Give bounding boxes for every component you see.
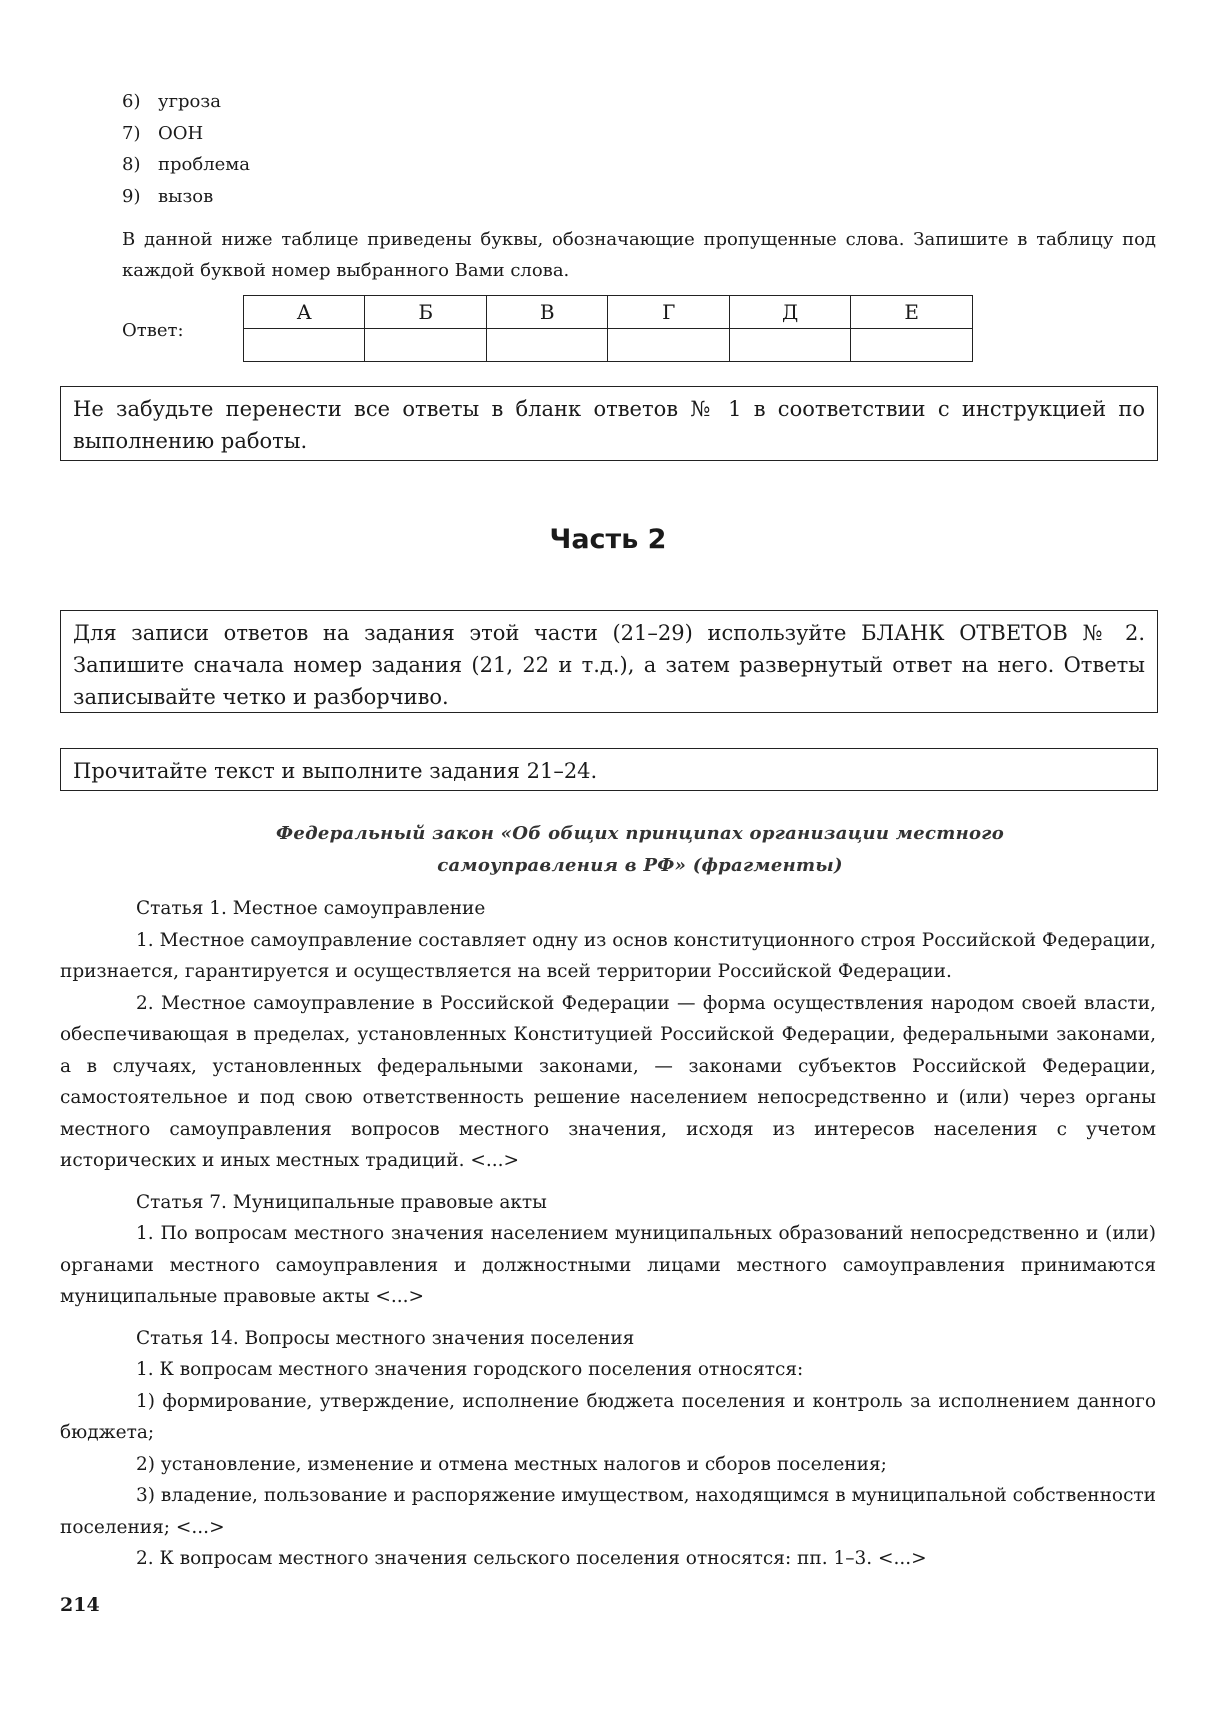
letter-cell: Е <box>851 296 973 329</box>
article-heading: Статья 14. Вопросы местного значения поселения <box>136 1327 635 1349</box>
part-title: Часть 2 <box>549 524 667 555</box>
part2-instruction-box: Для записи ответов на задания этой части (21–29) используйте БЛАНК ОТВЕТОВ № 2. Запишите сначала номер задания (21, 22 и т.д.), а затем развернутый ответ на него. Ответы записывайте четко и разборчиво. <box>60 610 1158 713</box>
list-item: 6) угроза <box>122 91 221 112</box>
answer-letters-row <box>244 296 973 329</box>
answer-cell-v[interactable] <box>486 329 607 362</box>
read-task-box: Прочитайте текст и выполните задания 21–24. <box>60 748 1158 791</box>
table-instruction: В данной ниже таблице приведены буквы, обозначающие пропущенные слова. Запишите в таблицу под каждой буквой номер выбранного Вами слова. <box>122 229 1156 281</box>
paragraph: 2) установление, изменение и отмена местных налогов и сборов поселения; <box>136 1453 887 1475</box>
paragraph: 2. К вопросам местного значения сельского поселения относятся: пп. 1–3. <...> <box>136 1548 927 1569</box>
answer-cell-d[interactable] <box>729 329 850 362</box>
paragraph: 1. Местное самоуправление составляет одну из основ конституционного строя Российской Федерации, признается, гарантируется и осуществляется на всей территории Российской Федерации. <box>60 929 1156 982</box>
article-heading: Статья 1. Местное самоуправление <box>136 898 486 919</box>
paragraph: 1. По вопросам местного значения населением муниципальных образований непосредственно и (или) органами местного самоуправления и должностными лицами местного самоуправления принимаются муниципальные правовые акты <...> <box>60 1223 1156 1307</box>
letter-cell: В <box>486 296 607 329</box>
paragraph: 2. Местное самоуправление в Российской Федерации — форма осуществления народом своей власти, обеспечивающая в пределах, установленных Конституцией Российской Федерации, федеральными законами, а в случаях, установленных федеральными законами, — законами субъектов Российской Федерации, самостоятельное и под свою ответственность решение населением непосредственно и (или) через органы местного самоуправления вопросов местного значения, исходя из интересов населения с учетом исторических и иных местных традиций. <...> <box>60 992 1156 1171</box>
list-item: 9) вызов <box>122 185 214 207</box>
reminder-box: Не забудьте перенести все ответы в бланк ответов № 1 в соответствии с инструкцией по выполнению работы. <box>60 386 1158 461</box>
answer-label: Ответ: <box>122 320 184 341</box>
document-title: Федеральный закон «Об общих принципах организации местного самоуправления в РФ» (фрагменты) <box>275 823 1005 876</box>
options-list <box>122 86 250 212</box>
law-text <box>60 893 1156 1575</box>
answer-cell-a[interactable] <box>244 329 365 362</box>
answer-cell-e[interactable] <box>851 329 973 362</box>
answer-cell-b[interactable] <box>365 329 486 362</box>
page-number: 214 <box>60 1594 100 1616</box>
answer-table <box>243 295 973 362</box>
answer-cell-g[interactable] <box>608 329 729 362</box>
paragraph: 1) формирование, утверждение, исполнение бюджета поселения и контроль за исполнением данного бюджета; <box>60 1390 1156 1443</box>
letter-cell: А <box>244 296 365 329</box>
letter-cell: Д <box>729 296 850 329</box>
answer-input-row <box>244 329 973 362</box>
article-heading: Статья 7. Муниципальные правовые акты <box>136 1191 547 1213</box>
paragraph: 3) владение, пользование и распоряжение имуществом, находящимся в муниципальной собственности поселения; <...> <box>60 1485 1156 1538</box>
letter-cell: Г <box>608 296 729 329</box>
letter-cell: Б <box>365 296 486 329</box>
paragraph: 1. К вопросам местного значения городского поселения относятся: <box>136 1359 804 1380</box>
list-item: 7) ООН <box>122 122 204 144</box>
list-item: 8) проблема <box>122 154 251 175</box>
